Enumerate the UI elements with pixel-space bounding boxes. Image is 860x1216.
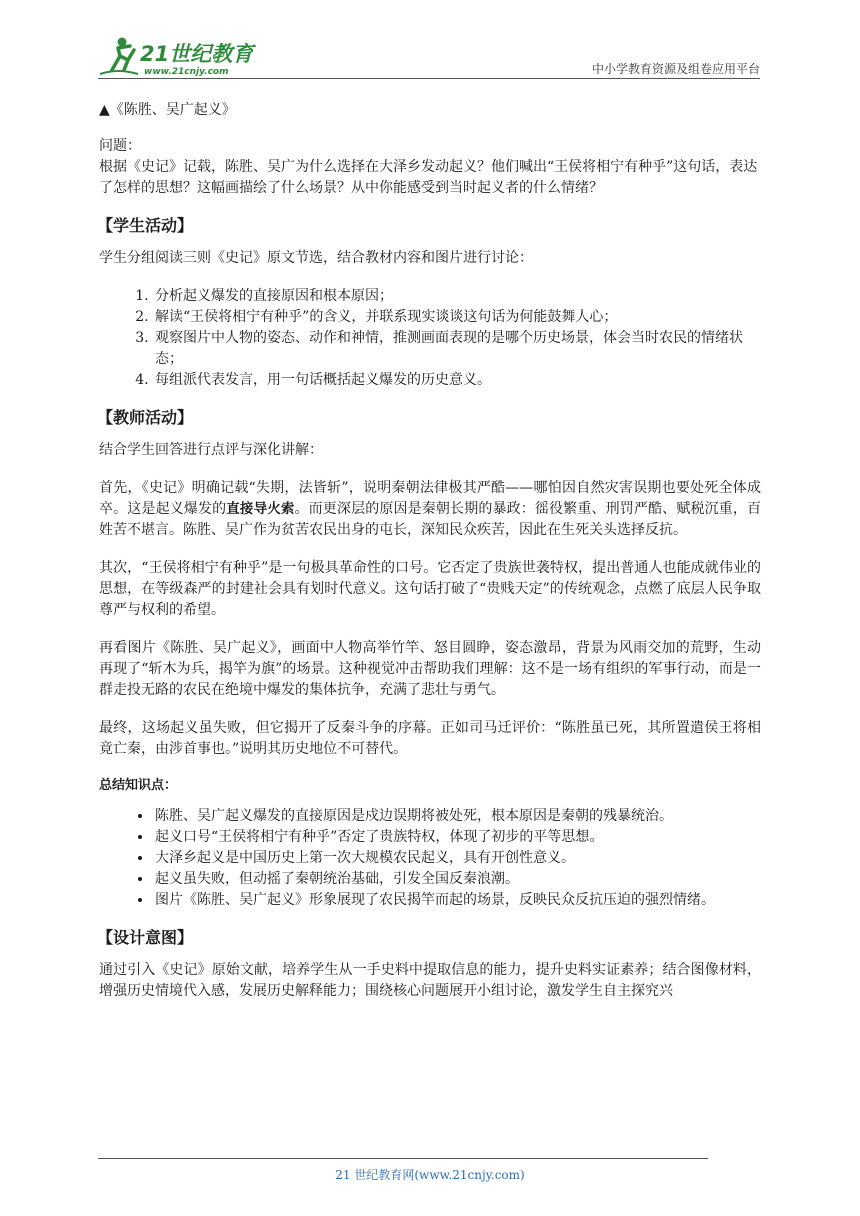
summary-list (99, 806, 761, 911)
list-item: • 陈胜、吴广起义爆发的直接原因是戍边误期将被处死，根本原因是秦朝的残暴统治。 (153, 806, 761, 827)
list-item: 3. 观察图片中人物的姿态、动作和神情，推测画面表现的是哪个历史场景，体会当时农民的情绪状态； (153, 328, 761, 370)
design-text: 通过引入《史记》原始文献，培养学生从一手史料中提取信息的能力，提升史料实证素养；结合图像材料，增强历史情境代入感，发展历史解释能力；围绕核心问题展开小组讨论，激发学生自主探究兴 (99, 962, 761, 999)
summary-title: 总结知识点： (99, 778, 178, 793)
list-item: 4. 每组派代表发言，用一句话概括起义爆发的历史意义。 (153, 370, 761, 391)
footer-divider (98, 1158, 708, 1159)
section-design-intent: 【设计意图】 (97, 928, 194, 947)
teacher-intro: 结合学生回答进行点评与深化讲解： (99, 442, 323, 458)
student-intro: 学生分组阅读三则《史记》原文节选，结合教材内容和图片进行讨论： (99, 250, 533, 266)
question-label: 问题： (99, 138, 141, 154)
image-caption: ▲《陈胜、吴广起义》 (99, 102, 236, 118)
list-item: 1. 分析起义爆发的直接原因和根本原因； (153, 286, 761, 307)
site-logo (98, 34, 258, 78)
logo-url: www.21cnjy.com (144, 67, 229, 77)
question-text: 根据《史记》记载，陈胜、吴广为什么选择在大泽乡发动起义？他们喊出“王侯将相宁有种乎”这句话，表达了怎样的思想？这幅画描绘了什么场景？从中你能感受到当时起义者的什么情绪？ (99, 159, 758, 196)
document-body (99, 96, 761, 1019)
footer-link[interactable]: 21 世纪教育网(www.21cnjy.com) (335, 1168, 525, 1182)
teacher-paragraph-4: 最终，这场起义虽失败，但它揭开了反秦斗争的序幕。正如司马迁评价：“陈胜虽已死，其所置遣侯王将相竟亡秦，由涉首事也。”说明其历史地位不可替代。 (99, 720, 761, 757)
teacher-paragraph-1: 首先，《史记》明确记载“失期，法皆斩”，说明秦朝法律极其严酷——哪怕因自然灾害误期也要处死全体成卒。这是起义爆发的直接导火索。而更深层的原因是秦朝长期的暴政：徭役繁重、刑罚严酷、赋税沉重，百姓苦不堪言。陈胜、吴广作为贫苦农民出身的屯长，深知民众疾苦，因此在生死关头选择反抗。 (99, 480, 762, 538)
section-teacher-activity: 【教师活动】 (97, 408, 194, 427)
section-student-activity: 【学生活动】 (97, 216, 194, 235)
list-item: • 起义虽失败，但动摇了秦朝统治基础，引发全国反秦浪潮。 (153, 869, 761, 890)
list-item: 2. 解读“王侯将相宁有种乎”的含义，并联系现实谈谈这句话为何能鼓舞人心； (153, 307, 761, 328)
platform-name: 中小学教育资源及组卷应用平台 (591, 62, 760, 76)
student-task-list (99, 286, 761, 391)
page-header (98, 34, 760, 80)
list-item: • 起义口号“王侯将相宁有种乎”否定了贵族特权，体现了初步的平等思想。 (153, 827, 761, 848)
list-item: • 图片《陈胜、吴广起义》形象展现了农民揭竿而起的场景，反映民众反抗压迫的强烈情绪。 (153, 890, 761, 911)
list-item: • 大泽乡起义是中国历史上第一次大规模农民起义，具有开创性意义。 (153, 848, 761, 869)
key-term: 直接导火索 (226, 501, 295, 517)
teacher-paragraph-3: 再看图片《陈胜、吴广起义》，画面中人物高举竹竿、怒目圆睁，姿态激昂，背景为风雨交加的荒野，生动再现了“斩木为兵，揭竿为旗”的场景。这种视觉冲击帮助我们理解：这不是一场有组织的军事行动，而是一群走投无路的农民在绝境中爆发的集体抗争，充满了悲壮与勇气。 (99, 640, 761, 698)
header-divider (98, 78, 760, 79)
teacher-paragraph-2: 其次，“王侯将相宁有种乎”是一句极具革命性的口号。它否定了贵族世袭特权，提出普通人也能成就伟业的思想，在等级森严的封建社会具有划时代意义。这句话打破了“贵贱天定”的传统观念，点燃了底层人民争取尊严与权利的希望。 (99, 560, 761, 618)
logo-text: 21世纪教育 (140, 42, 254, 66)
